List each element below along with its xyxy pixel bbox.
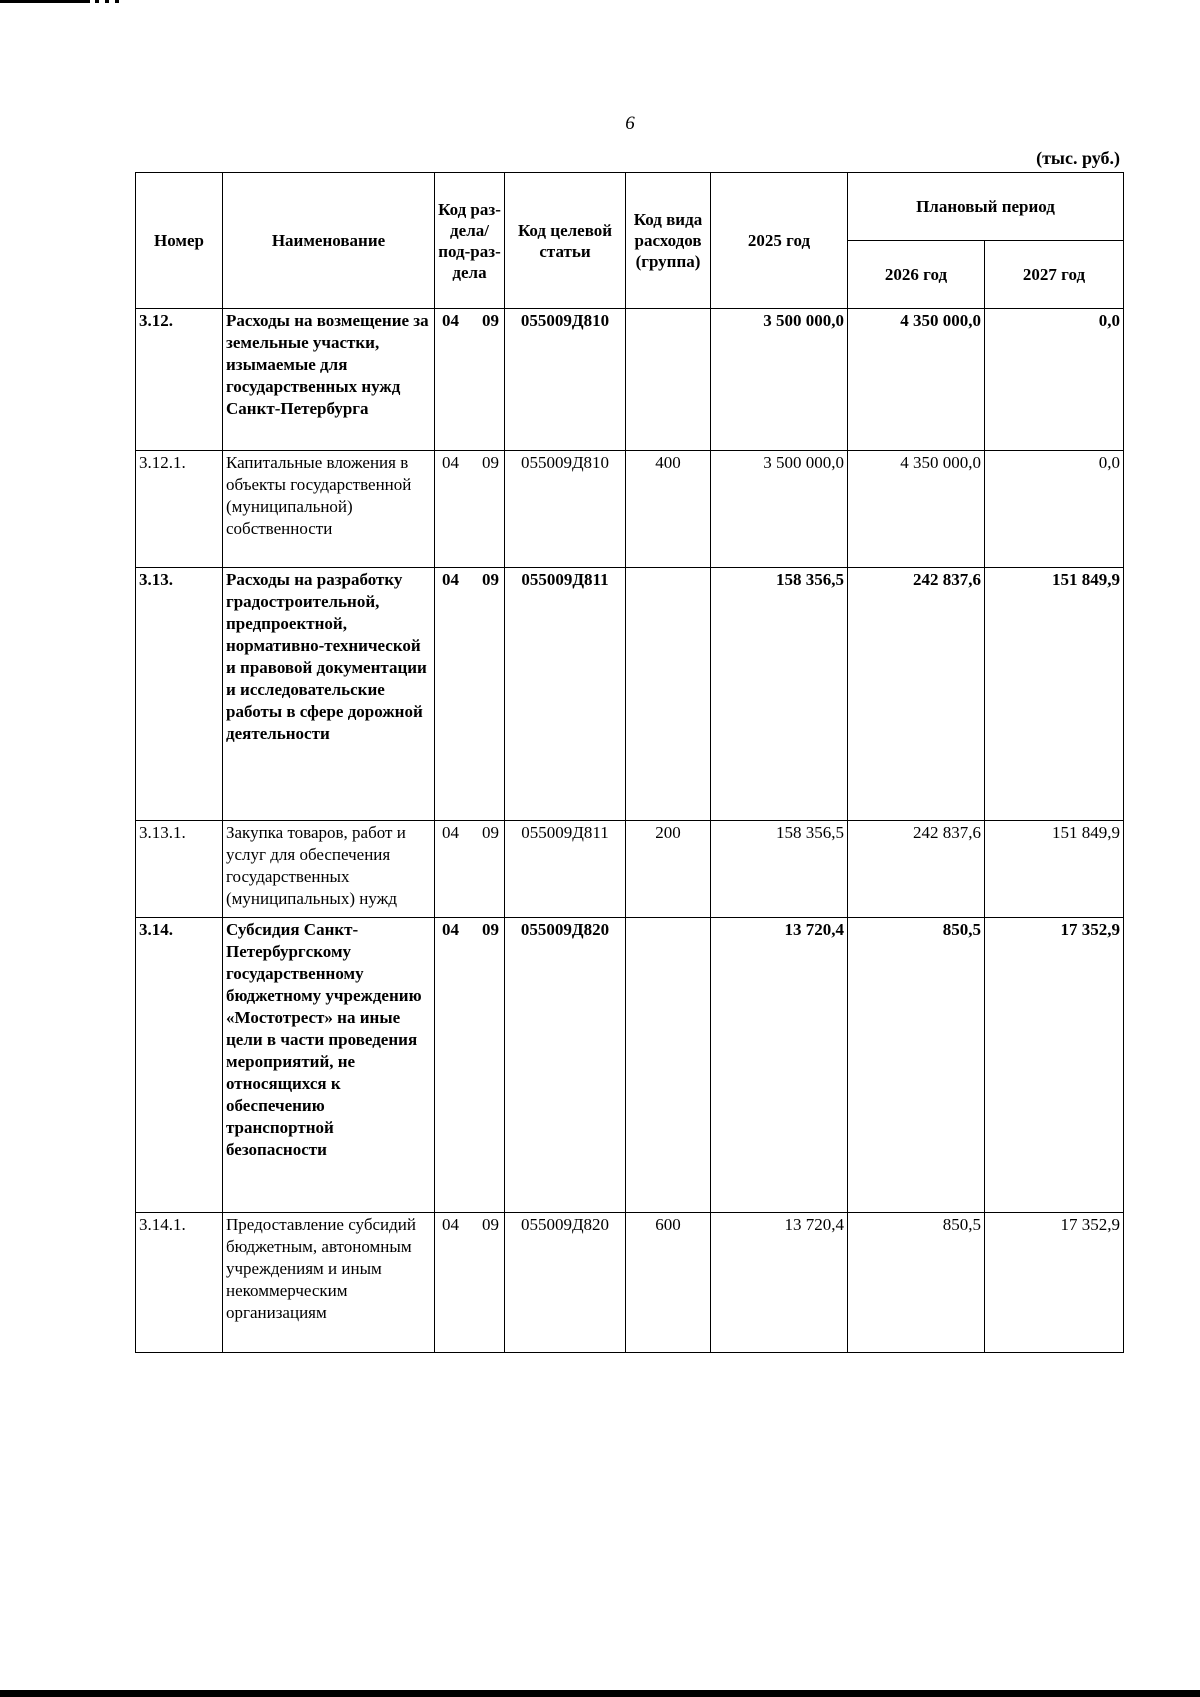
row-expense-kind <box>626 918 711 1213</box>
podrazdel-code: 09 <box>482 570 499 589</box>
row-amount-2025: 3 500 000,0 <box>711 451 848 568</box>
table-row <box>136 821 1124 918</box>
scan-edge-dots <box>95 0 125 3</box>
row-number: 3.13.1. <box>136 821 223 918</box>
row-name: Закупка товаров, работ и услуг для обеспечения государственных (муниципальных) нужд <box>223 821 435 918</box>
header-2025: 2025 год <box>711 173 848 309</box>
razdel-code: 04 <box>442 453 459 472</box>
razdel-code: 04 <box>442 823 459 842</box>
row-name: Капитальные вложения в объекты государственной (муниципальной) собственности <box>223 451 435 568</box>
row-amount-2025: 13 720,4 <box>711 1213 848 1353</box>
row-expense-kind <box>626 309 711 451</box>
header-number: Номер <box>136 173 223 309</box>
row-name: Расходы на возмещение за земельные участки, изымаемые для государственных нужд Санкт-Петербурга <box>223 309 435 451</box>
row-amount-2025: 158 356,5 <box>711 568 848 821</box>
units-label: (тыс. руб.) <box>1036 148 1120 168</box>
scan-bottom-edge <box>0 1690 1200 1697</box>
row-number: 3.13. <box>136 568 223 821</box>
row-name: Расходы на разработку градостроительной, предпроектной, нормативно-технической и правовой документации и исследовательские работы в сфере дорожной деятельности <box>223 568 435 821</box>
table-row <box>136 1213 1124 1353</box>
row-section-code <box>435 568 505 821</box>
row-amount-2027: 0,0 <box>985 309 1124 451</box>
podrazdel-code: 09 <box>482 920 499 939</box>
row-amount-2027: 151 849,9 <box>985 568 1124 821</box>
row-amount-2025: 3 500 000,0 <box>711 309 848 451</box>
row-amount-2025: 158 356,5 <box>711 821 848 918</box>
row-amount-2027: 0,0 <box>985 451 1124 568</box>
header-name: Наименование <box>223 173 435 309</box>
header-2027: 2027 год <box>985 241 1124 309</box>
row-target-code: 055009Д810 <box>505 309 626 451</box>
row-amount-2026: 242 837,6 <box>848 821 985 918</box>
row-target-code: 055009Д820 <box>505 918 626 1213</box>
row-expense-kind: 600 <box>626 1213 711 1353</box>
row-target-code: 055009Д811 <box>505 821 626 918</box>
row-amount-2026: 4 350 000,0 <box>848 451 985 568</box>
razdel-code: 04 <box>442 920 459 939</box>
razdel-code: 04 <box>442 1215 459 1234</box>
podrazdel-code: 09 <box>482 823 499 842</box>
scan-edge-mark <box>0 0 90 3</box>
row-number: 3.12.1. <box>136 451 223 568</box>
header-planned-period: Плановый период <box>848 173 1124 241</box>
row-expense-kind: 400 <box>626 451 711 568</box>
row-section-code <box>435 1213 505 1353</box>
podrazdel-code: 09 <box>482 453 499 472</box>
podrazdel-code: 09 <box>482 1215 499 1234</box>
row-target-code: 055009Д811 <box>505 568 626 821</box>
row-amount-2026: 4 350 000,0 <box>848 309 985 451</box>
row-section-code <box>435 821 505 918</box>
podrazdel-code: 09 <box>482 311 499 330</box>
table-row <box>136 309 1124 451</box>
row-target-code: 055009Д810 <box>505 451 626 568</box>
table-body <box>136 309 1124 1353</box>
header-expense-kind: Код вида расходов (группа) <box>626 173 711 309</box>
row-amount-2026: 850,5 <box>848 918 985 1213</box>
row-expense-kind <box>626 568 711 821</box>
razdel-code: 04 <box>442 311 459 330</box>
table-row <box>136 451 1124 568</box>
table-row <box>136 918 1124 1213</box>
row-amount-2027: 17 352,9 <box>985 918 1124 1213</box>
row-number: 3.14. <box>136 918 223 1213</box>
row-amount-2025: 13 720,4 <box>711 918 848 1213</box>
row-number: 3.12. <box>136 309 223 451</box>
row-name: Субсидия Санкт-Петербургскому государственному бюджетному учреждению «Мостотрест» на иные цели в части проведения мероприятий, не относящихся к обеспечению транспортной безопасности <box>223 918 435 1213</box>
header-2026: 2026 год <box>848 241 985 309</box>
header-section-code: Код раз-дела/ под-раз-дела <box>435 173 505 309</box>
table-row <box>136 568 1124 821</box>
row-amount-2026: 850,5 <box>848 1213 985 1353</box>
row-section-code <box>435 309 505 451</box>
razdel-code: 04 <box>442 570 459 589</box>
row-amount-2027: 151 849,9 <box>985 821 1124 918</box>
page-number: 6 <box>625 113 635 134</box>
row-section-code <box>435 918 505 1213</box>
row-section-code <box>435 451 505 568</box>
row-amount-2027: 17 352,9 <box>985 1213 1124 1353</box>
row-name: Предоставление субсидий бюджетным, автономным учреждениям и иным некоммерческим организациям <box>223 1213 435 1353</box>
row-amount-2026: 242 837,6 <box>848 568 985 821</box>
header-target-code: Код целевой статьи <box>505 173 626 309</box>
budget-table <box>135 172 1124 1353</box>
row-number: 3.14.1. <box>136 1213 223 1353</box>
row-expense-kind: 200 <box>626 821 711 918</box>
row-target-code: 055009Д820 <box>505 1213 626 1353</box>
